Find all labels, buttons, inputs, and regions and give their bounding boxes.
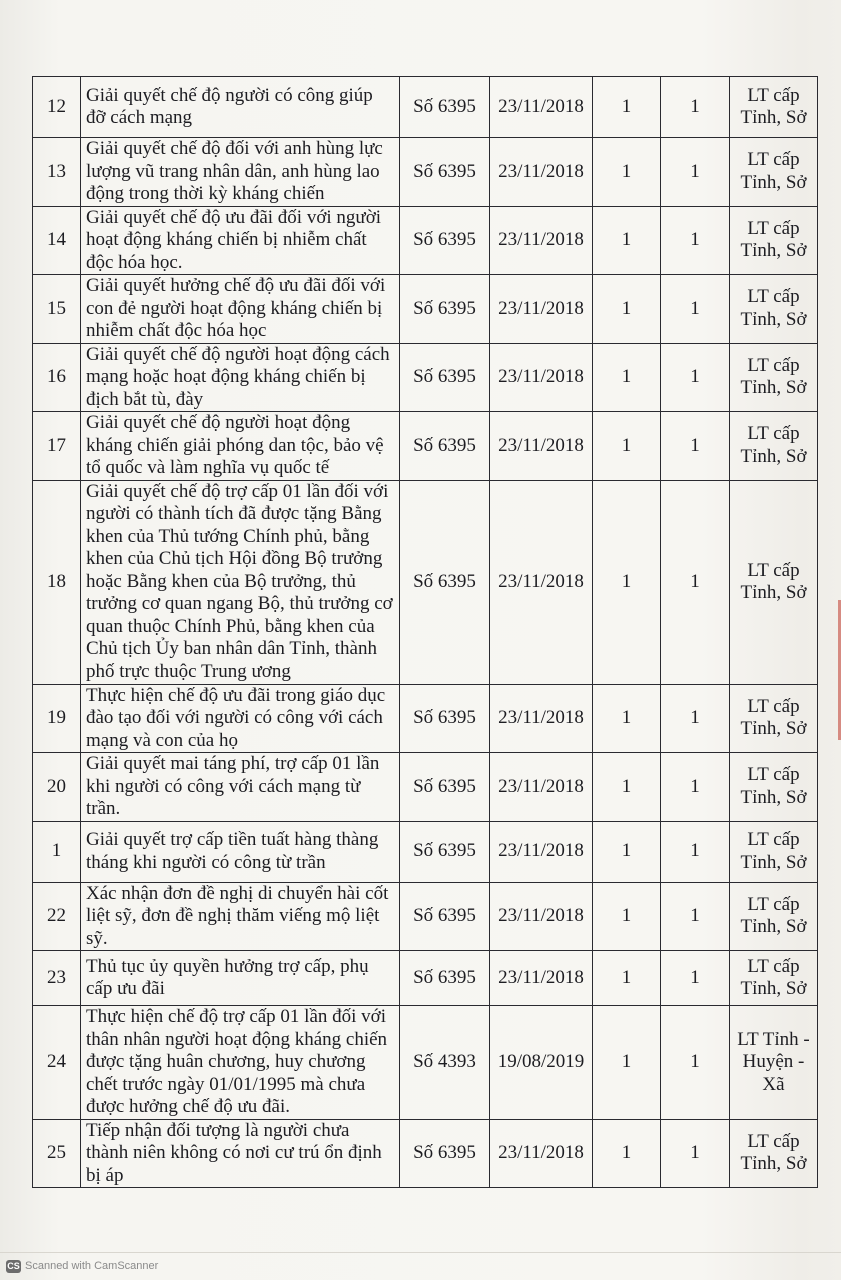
decision-number: Số 6395 — [400, 1119, 490, 1188]
row-number: 23 — [33, 951, 81, 1006]
procedure-name: Thực hiện chế độ ưu đãi trong giáo dục đào tạo đối với người có công với cách mạng và con của họ — [81, 684, 400, 753]
count-column-2: 1 — [661, 480, 730, 684]
table-row — [33, 412, 818, 481]
table-row — [33, 821, 818, 882]
decision-date: 19/08/2019 — [490, 1006, 593, 1120]
table-row — [33, 138, 818, 207]
table-row — [33, 753, 818, 822]
procedure-name: Thực hiện chế độ trợ cấp 01 lần đối với thân nhân người hoạt động kháng chiến được tặng huân chương, huy chương chết trước ngày 01/01/1995 mà chưa được hưởng chế độ ưu đãi. — [81, 1006, 400, 1120]
interconnection-level: LT cấp Tỉnh, Sở — [730, 343, 818, 412]
row-number: 14 — [33, 206, 81, 275]
decision-date: 23/11/2018 — [490, 77, 593, 138]
camscanner-watermark-text: Scanned with CamScanner — [25, 1260, 159, 1272]
procedure-name: Giải quyết chế độ đối với anh hùng lực lượng vũ trang nhân dân, anh hùng lao động trong thời kỳ kháng chiến — [81, 138, 400, 207]
procedure-name: Giải quyết chế độ người hoạt động kháng chiến giải phóng dan tộc, bảo vệ tổ quốc và làm nghĩa vụ quốc tế — [81, 412, 400, 481]
count-column-2: 1 — [661, 684, 730, 753]
table-body — [33, 77, 818, 1188]
count-column-2: 1 — [661, 1119, 730, 1188]
camscanner-logo-icon: CS — [7, 1261, 20, 1271]
decision-number: Số 6395 — [400, 138, 490, 207]
count-column-2: 1 — [661, 412, 730, 481]
row-number: 12 — [33, 77, 81, 138]
count-column-1: 1 — [593, 343, 661, 412]
decision-date: 23/11/2018 — [490, 206, 593, 275]
decision-date: 23/11/2018 — [490, 275, 593, 344]
footer-divider — [0, 1252, 841, 1253]
count-column-1: 1 — [593, 882, 661, 951]
count-column-2: 1 — [661, 77, 730, 138]
procedure-name: Giải quyết chế độ trợ cấp 01 lần đối với người có thành tích đã được tặng Bằng khen của Thủ tướng Chính phủ, bằng khen của Chủ tịch Hội đồng Bộ trưởng hoặc Bằng khen của Bộ trưởng, thủ trưởng cơ quan ngang Bộ, thủ trưởng cơ quan thuộc Chính Phủ, bằng khen của Chủ tịch Ủy ban nhân dân Tỉnh, thành phố trực thuộc Trung ương — [81, 480, 400, 684]
decision-date: 23/11/2018 — [490, 684, 593, 753]
row-number: 18 — [33, 480, 81, 684]
table-row — [33, 206, 818, 275]
table-row — [33, 275, 818, 344]
decision-number: Số 6395 — [400, 951, 490, 1006]
count-column-1: 1 — [593, 275, 661, 344]
procedure-name: Giải quyết trợ cấp tiền tuất hàng thàng tháng khi người có công từ trần — [81, 821, 400, 882]
interconnection-level: LT cấp Tỉnh, Sở — [730, 412, 818, 481]
interconnection-level: LT cấp Tỉnh, Sở — [730, 480, 818, 684]
interconnection-level: LT cấp Tỉnh, Sở — [730, 821, 818, 882]
count-column-1: 1 — [593, 1006, 661, 1120]
row-number: 22 — [33, 882, 81, 951]
decision-date: 23/11/2018 — [490, 951, 593, 1006]
decision-number: Số 6395 — [400, 343, 490, 412]
decision-number: Số 6395 — [400, 77, 490, 138]
decision-number: Số 6395 — [400, 882, 490, 951]
decision-date: 23/11/2018 — [490, 821, 593, 882]
decision-date: 23/11/2018 — [490, 1119, 593, 1188]
count-column-1: 1 — [593, 951, 661, 1006]
count-column-2: 1 — [661, 343, 730, 412]
count-column-2: 1 — [661, 882, 730, 951]
count-column-2: 1 — [661, 1006, 730, 1120]
row-number: 16 — [33, 343, 81, 412]
decision-date: 23/11/2018 — [490, 480, 593, 684]
decision-number: Số 6395 — [400, 684, 490, 753]
count-column-2: 1 — [661, 951, 730, 1006]
decision-date: 23/11/2018 — [490, 882, 593, 951]
procedure-name: Tiếp nhận đối tượng là người chưa thành niên không có nơi cư trú ổn định bị áp — [81, 1119, 400, 1188]
interconnection-level: LT cấp Tỉnh, Sở — [730, 882, 818, 951]
decision-number: Số 6395 — [400, 753, 490, 822]
interconnection-level: LT Tỉnh - Huyện - Xã — [730, 1006, 818, 1120]
procedure-name: Thủ tục ủy quyền hưởng trợ cấp, phụ cấp ưu đãi — [81, 951, 400, 1006]
decision-date: 23/11/2018 — [490, 753, 593, 822]
decision-number: Số 4393 — [400, 1006, 490, 1120]
procedure-name: Giải quyết chế độ ưu đãi đối với người hoạt động kháng chiến bị nhiễm chất độc hóa học. — [81, 206, 400, 275]
decision-date: 23/11/2018 — [490, 138, 593, 207]
interconnection-level: LT cấp Tỉnh, Sở — [730, 951, 818, 1006]
procedure-name: Giải quyết hưởng chế độ ưu đãi đối với con đẻ người hoạt động kháng chiến bị nhiễm chất độc hóa học — [81, 275, 400, 344]
decision-date: 23/11/2018 — [490, 343, 593, 412]
table-row — [33, 882, 818, 951]
interconnection-level: LT cấp Tỉnh, Sở — [730, 206, 818, 275]
interconnection-level: LT cấp Tỉnh, Sở — [730, 1119, 818, 1188]
count-column-2: 1 — [661, 753, 730, 822]
table-row — [33, 1006, 818, 1120]
procedure-name: Giải quyết chế độ người hoạt động cách mạng hoặc hoạt động kháng chiến bị địch bắt tù, đày — [81, 343, 400, 412]
count-column-1: 1 — [593, 412, 661, 481]
interconnection-level: LT cấp Tỉnh, Sở — [730, 684, 818, 753]
count-column-1: 1 — [593, 138, 661, 207]
procedure-table — [32, 76, 818, 1188]
procedure-name: Xác nhận đơn đề nghị di chuyển hài cốt liệt sỹ, đơn đề nghị thăm viếng mộ liệt sỹ. — [81, 882, 400, 951]
table-row — [33, 1119, 818, 1188]
procedure-name: Giải quyết chế độ người có công giúp đỡ cách mạng — [81, 77, 400, 138]
procedure-name: Giải quyết mai táng phí, trợ cấp 01 lần khi người có công với cách mạng từ trần. — [81, 753, 400, 822]
row-number: 25 — [33, 1119, 81, 1188]
count-column-1: 1 — [593, 684, 661, 753]
count-column-2: 1 — [661, 138, 730, 207]
count-column-1: 1 — [593, 753, 661, 822]
row-number: 17 — [33, 412, 81, 481]
decision-date: 23/11/2018 — [490, 412, 593, 481]
interconnection-level: LT cấp Tỉnh, Sở — [730, 138, 818, 207]
row-number: 1 — [33, 821, 81, 882]
row-number: 19 — [33, 684, 81, 753]
decision-number: Số 6395 — [400, 275, 490, 344]
table-row — [33, 480, 818, 684]
row-number: 15 — [33, 275, 81, 344]
decision-number: Số 6395 — [400, 480, 490, 684]
decision-number: Số 6395 — [400, 821, 490, 882]
table-row — [33, 77, 818, 138]
interconnection-level: LT cấp Tỉnh, Sở — [730, 77, 818, 138]
table-row — [33, 951, 818, 1006]
table-row — [33, 684, 818, 753]
count-column-2: 1 — [661, 275, 730, 344]
count-column-2: 1 — [661, 206, 730, 275]
interconnection-level: LT cấp Tỉnh, Sở — [730, 275, 818, 344]
row-number: 24 — [33, 1006, 81, 1120]
count-column-2: 1 — [661, 821, 730, 882]
decision-number: Số 6395 — [400, 412, 490, 481]
decision-number: Số 6395 — [400, 206, 490, 275]
count-column-1: 1 — [593, 821, 661, 882]
count-column-1: 1 — [593, 206, 661, 275]
table-row — [33, 343, 818, 412]
count-column-1: 1 — [593, 480, 661, 684]
row-number: 20 — [33, 753, 81, 822]
row-number: 13 — [33, 138, 81, 207]
count-column-1: 1 — [593, 77, 661, 138]
count-column-1: 1 — [593, 1119, 661, 1188]
interconnection-level: LT cấp Tỉnh, Sở — [730, 753, 818, 822]
